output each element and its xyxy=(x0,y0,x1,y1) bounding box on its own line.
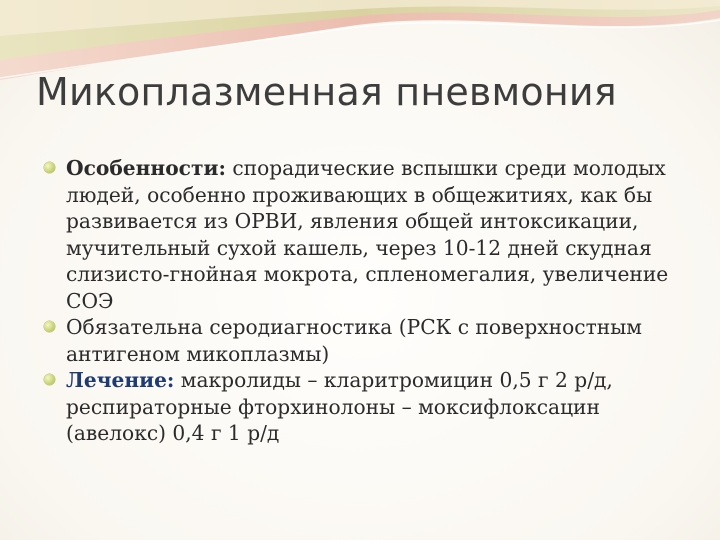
bullet-text: макролиды – кларитромицин 0,5 г 2 р/д, респираторные фторхинолоны – моксифлоксацин (авелокс) 0,4 г 1 р/д xyxy=(66,368,613,445)
bullet-features xyxy=(44,155,696,314)
bullet-serodiagnostics xyxy=(44,314,696,367)
bullet-lead: Особенности: xyxy=(66,156,226,180)
bullet-marker-icon xyxy=(44,321,55,332)
bullet-lead: Лечение: xyxy=(66,368,175,392)
bullet-text: Обязательна серодиагностика (РСК с поверхностным антигеном микоплазмы) xyxy=(66,315,642,366)
bullet-list xyxy=(44,155,696,447)
bullet-marker-icon xyxy=(44,374,55,385)
bullet-treatment xyxy=(44,367,696,447)
bullet-marker-icon xyxy=(44,162,55,173)
page-title: Микоплазменная пневмония xyxy=(36,70,617,114)
bullet-text: спорадические вспышки среди молодых людей, особенно проживающих в общежитиях, как бы развивается из ОРВИ, явления общей интоксикации, мучительный сухой кашель, через 10-12 дней скудная слизисто-гнойная мокрота, спленомегалия, увеличение СОЭ xyxy=(66,156,669,313)
